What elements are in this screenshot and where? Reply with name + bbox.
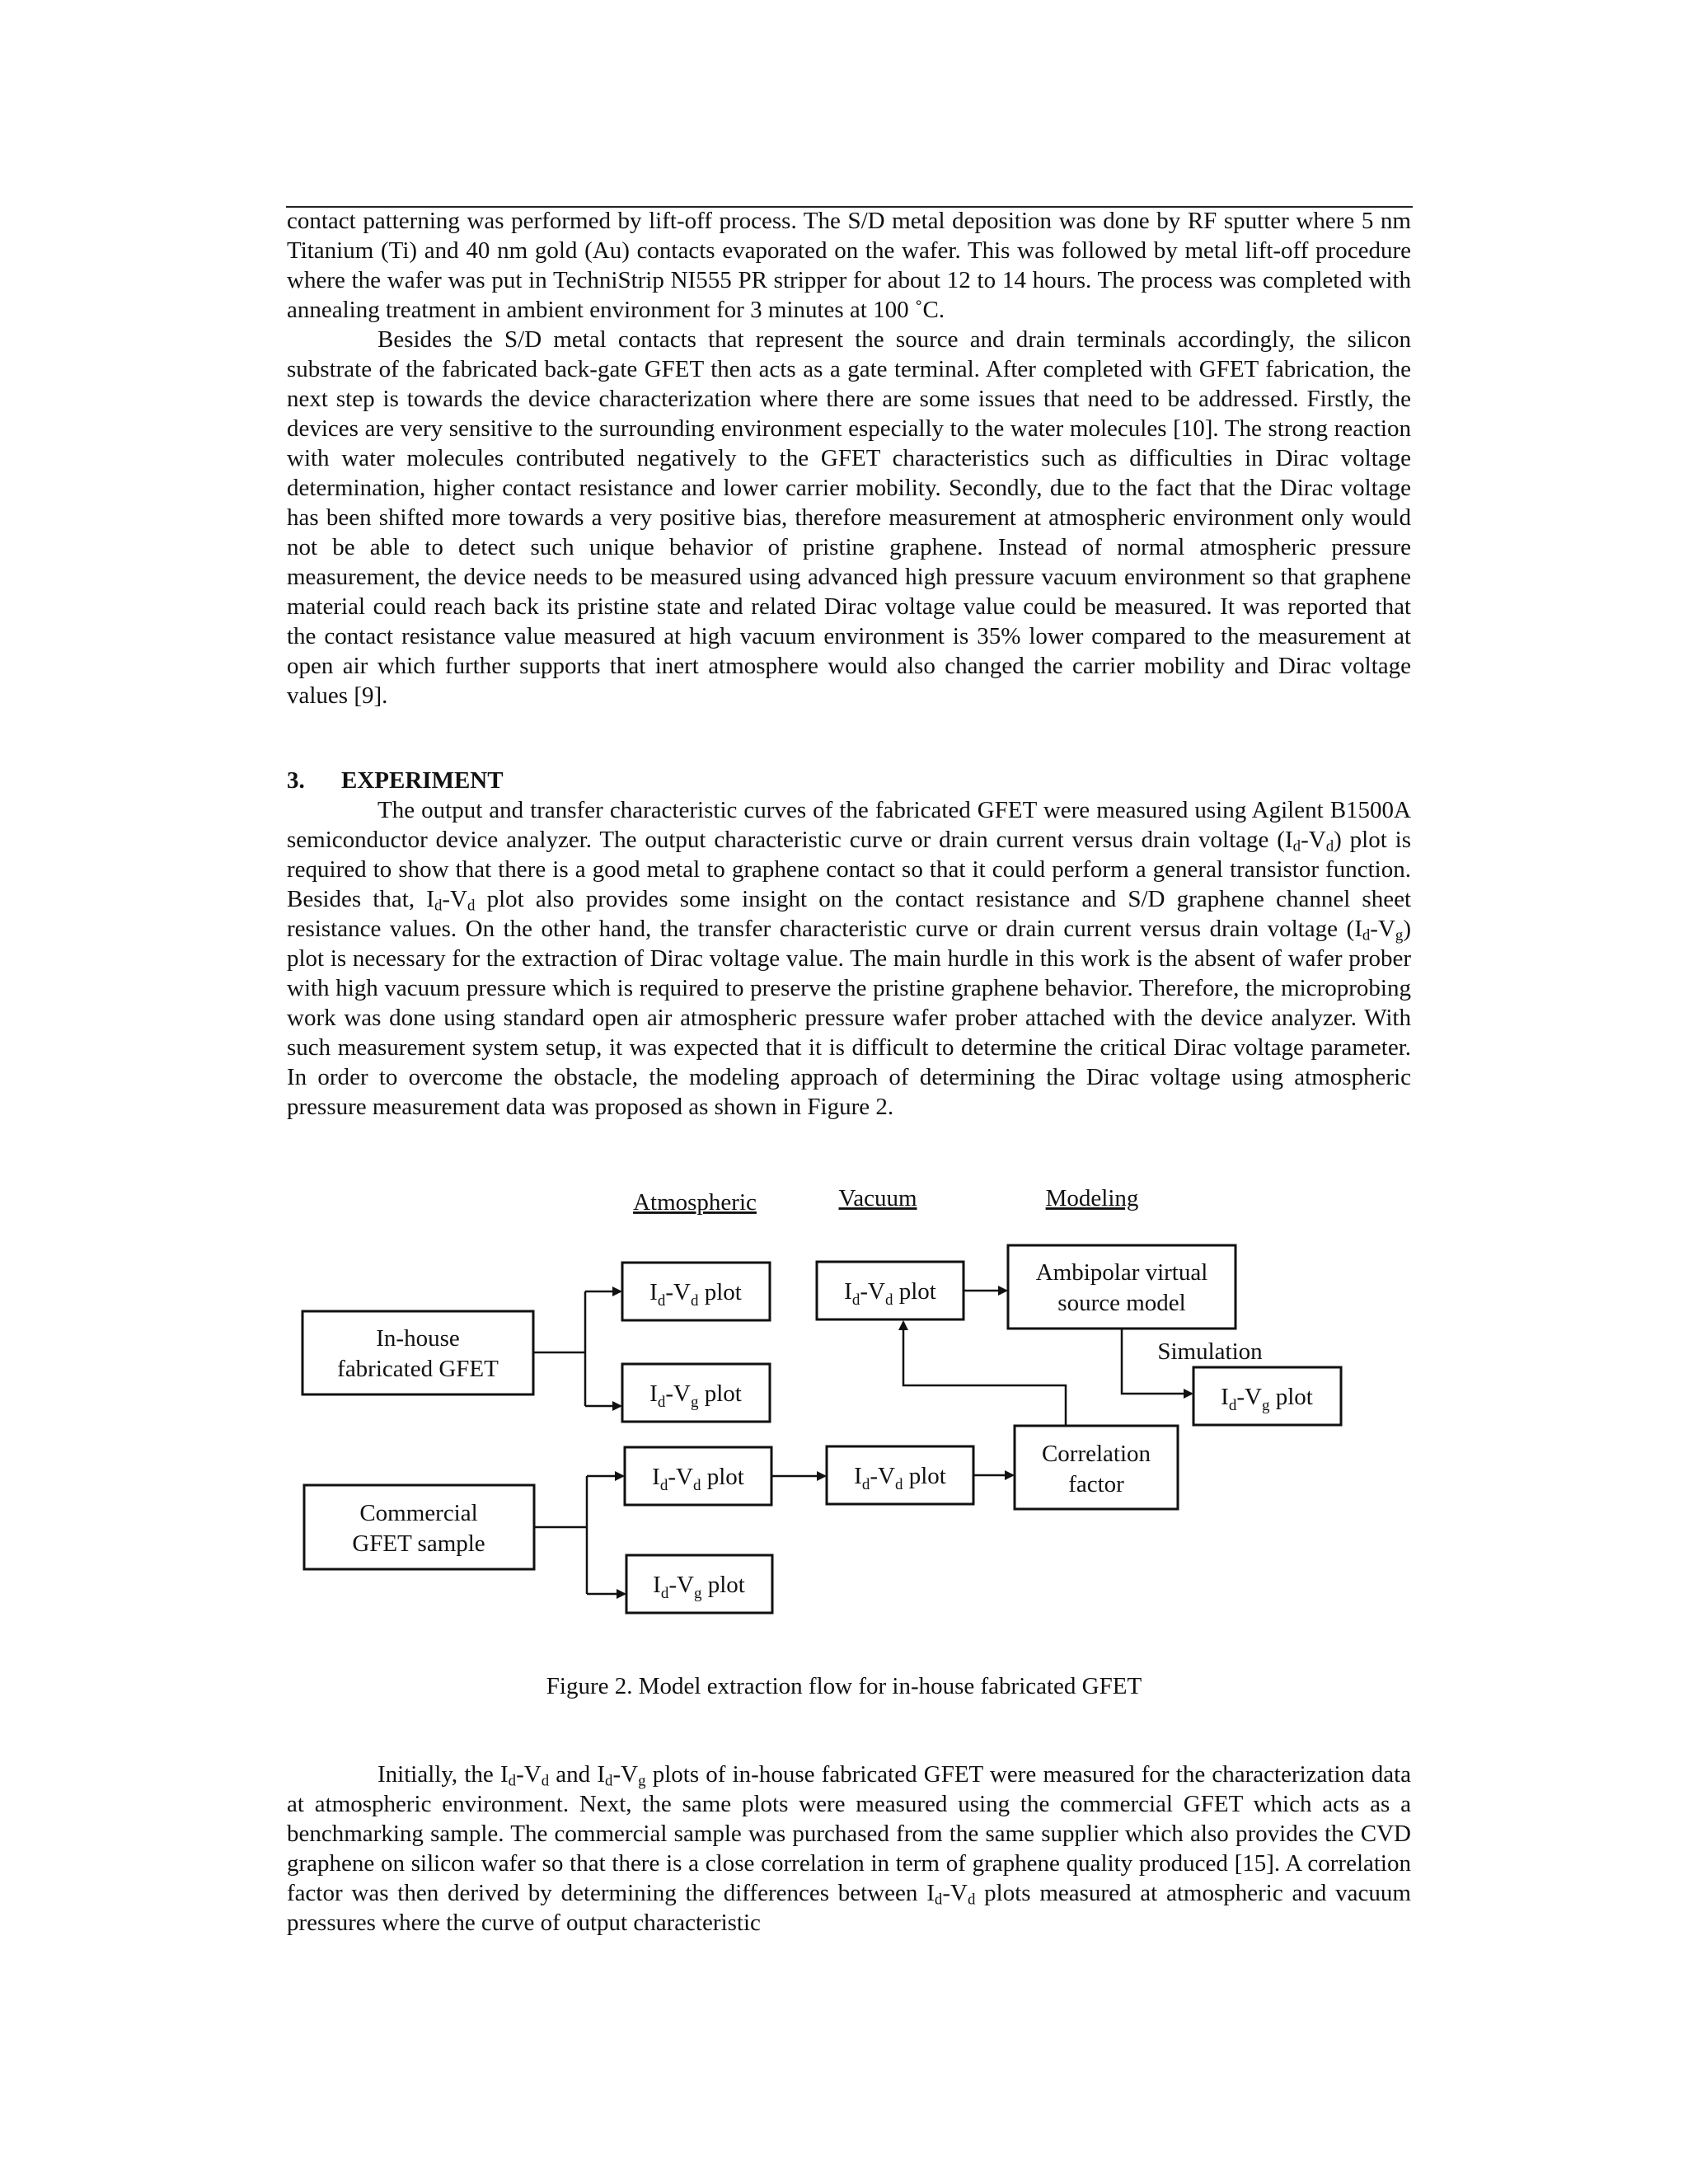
subscript-d: d — [657, 1394, 666, 1411]
subscript-d: d — [884, 1291, 893, 1309]
text-run: plots measured at atmospheric and vacuum pressures where the curve of output characteristic — [287, 1880, 1411, 1936]
text-run: The output and transfer characteristic curves of the fabricated GFET were measured using Agilent B1500A semiconductor device analyzer. The output characteristic curve or drain current versus drain voltage ( — [287, 797, 1411, 853]
subscript-d: d — [434, 897, 443, 915]
subscript-g: g — [1261, 1397, 1270, 1414]
plot-word: plot — [701, 1464, 744, 1490]
section-title: EXPERIMENT — [341, 767, 504, 794]
atmospheric-inhouse-idvd-box — [622, 1263, 770, 1320]
plot-word: plot — [1269, 1384, 1313, 1410]
inhouse-gfet-label-line2: fabricated GFET — [337, 1356, 499, 1382]
vg-symbol: V — [673, 1380, 691, 1407]
id-symbol: I — [1354, 916, 1362, 942]
vacuum-commercial-idvd-box — [827, 1446, 973, 1504]
vd-symbol: V — [868, 1278, 885, 1305]
arrow-correlation-to-vacuum-inhouse — [903, 1322, 1066, 1426]
subscript-d: d — [934, 1891, 943, 1909]
id-symbol: I — [649, 1279, 658, 1305]
subscript-d: d — [851, 1291, 860, 1309]
correlation-factor-label-line1: Correlation — [1041, 1441, 1151, 1467]
vd-symbol: V — [676, 1464, 693, 1490]
column-heading-vacuum: Vacuum — [838, 1185, 917, 1212]
vd-symbol: V — [1308, 827, 1326, 853]
vg-symbol: V — [1377, 916, 1395, 942]
correlation-factor-label-line2: factor — [1068, 1471, 1124, 1497]
plot-word: plot — [698, 1279, 742, 1305]
dash-symbol: - — [612, 1761, 621, 1788]
subscript-g: g — [638, 1772, 646, 1790]
vd-symbol: V — [450, 886, 467, 912]
section-number: 3. — [287, 767, 305, 794]
subscript-d: d — [1228, 1397, 1237, 1414]
subscript-g: g — [693, 1585, 702, 1602]
dash-symbol: - — [1301, 827, 1309, 853]
id-symbol: I — [597, 1761, 606, 1788]
plot-word: plot — [698, 1380, 742, 1407]
id-symbol: I — [652, 1464, 660, 1490]
ambipolar-model-label-line2: source model — [1057, 1290, 1186, 1316]
commercial-gfet-label-line2: GFET sample — [352, 1530, 485, 1557]
simulated-idvg-box — [1193, 1367, 1341, 1425]
subscript-d: d — [659, 1477, 668, 1494]
dash-symbol: - — [1236, 1384, 1245, 1410]
vacuum-inhouse-idvd-box — [817, 1262, 964, 1319]
column-heading-atmospheric: Atmospheric — [633, 1189, 757, 1216]
dash-symbol: - — [1370, 916, 1378, 942]
id-symbol: I — [854, 1463, 862, 1489]
dash-symbol: - — [942, 1880, 950, 1906]
subscript-d: d — [692, 1477, 701, 1494]
paragraph-initially — [287, 1760, 1411, 1938]
atmospheric-commercial-idvg-box — [626, 1555, 772, 1613]
dash-symbol: - — [665, 1279, 674, 1305]
dash-symbol: - — [870, 1463, 879, 1489]
text-run: plots of in-house fabricated GFET were measured for the characterization data at atmospheric environment. Next, the same plots were measured using the commercial GFET which acts as a benchmarking sample. The commercial sample was purchased from the same supplier which also provides the CVD graphene on silicon wafer so that there is a close correlation in term of graphene quality produced [15]. A correlation factor was then derived by determining the differences between — [287, 1761, 1411, 1906]
figure-caption: Figure 2. Model extraction flow for in-house fabricated GFET — [546, 1673, 1142, 1699]
plot-word: plot — [701, 1572, 745, 1598]
subscript-d: d — [467, 897, 476, 915]
subscript-d: d — [605, 1772, 613, 1790]
dash-symbol: - — [665, 1380, 674, 1407]
vg-symbol: V — [1245, 1384, 1262, 1410]
vg-symbol: V — [677, 1572, 694, 1598]
subscript-d: d — [690, 1292, 699, 1310]
id-symbol: I — [499, 1761, 509, 1788]
subscript-d: d — [861, 1476, 870, 1493]
id-symbol: I — [926, 1880, 935, 1906]
dash-symbol: - — [442, 886, 451, 912]
text-run: ) plot is required to show that there is a good metal to graphene contact so that it could perform a general transistor function. Besides that, — [287, 827, 1411, 912]
text-run: ) plot is necessary for the extraction of Dirac voltage value. The main hurdle in this work is the absent of wafer prober with high vacuum pressure which is required to preserve the pristine graphene behavior. Therefore, the microprobing work was done using standard open air atmospheric pressure wafer prober attached with the device analyzer. With such measurement system setup, it was expected that it is difficult to determine the critical Dirac voltage parameter. In order to overcome the obstacle, the modeling approach of determining the Dirac voltage using atmospheric pressure measurement data was proposed as shown in Figure 2. — [287, 916, 1411, 1120]
id-symbol: I — [649, 1380, 658, 1407]
vd-symbol: V — [878, 1463, 895, 1489]
paragraph-contact-patterning: contact patterning was performed by lift-off process. The S/D metal deposition was done by RF sputter where 5 nm Titanium (Ti) and 40 nm gold (Au) contacts evaporated on the wafer. This was followed by metal lift-off procedure where the wafer was put in TechniStrip NI555 PR stripper for about 12 to 14 hours. The process was completed with annealing treatment in ambient environment for 3 minutes at 100 ˚C. — [287, 208, 1411, 323]
atmospheric-inhouse-idvg-box — [622, 1364, 770, 1422]
dash-symbol: - — [860, 1278, 869, 1305]
dash-symbol: - — [668, 1464, 677, 1490]
column-heading-modeling: Modeling — [1045, 1185, 1139, 1212]
plot-word: plot — [903, 1463, 946, 1489]
subscript-d: d — [894, 1476, 903, 1493]
subscript-d: d — [1325, 837, 1334, 855]
text-run: and — [549, 1761, 598, 1788]
vd-symbol: V — [523, 1761, 542, 1788]
text-run: Initially, the — [377, 1761, 500, 1788]
id-symbol: I — [844, 1278, 852, 1305]
ambipolar-model-label-line1: Ambipolar virtual — [1035, 1259, 1208, 1286]
vd-symbol: V — [673, 1279, 691, 1305]
id-symbol: I — [1284, 827, 1293, 853]
paragraph-device-characterization: Besides the S/D metal contacts that represent the source and drain terminals accordingly, the silicon substrate of the fabricated back-gate GFET then acts as a gate terminal. After completed with GFET fabrication, the next step is towards the device characterization where there are some issues that need to be addressed. Firstly, the devices are very sensitive to the surrounding environment especially to the water molecules [10]. The strong reaction with water molecules contributed negatively to the GFET characteristics such as difficulties in Dirac voltage determination, higher contact resistance and lower carrier mobility. Secondly, due to the fact that the Dirac voltage has been shifted more towards a very positive bias, therefore measurement at atmospheric environment only would not be able to detect such unique behavior of pristine graphene. Instead of normal atmospheric pressure measurement, the device needs to be measured using advanced high pressure vacuum environment so that graphene material could reach back its pristine state and related Dirac voltage value could be measured. It was reported that the contact resistance value measured at high vacuum environment is 35% lower compared to the measurement at open air which further supports that inert atmosphere would also changed the carrier mobility and Dirac voltage values [9]. — [287, 326, 1411, 709]
id-symbol: I — [1221, 1384, 1229, 1410]
vd-symbol: V — [950, 1880, 968, 1906]
subscript-d: d — [1292, 837, 1301, 855]
dash-symbol: - — [668, 1572, 678, 1598]
subscript-g: g — [690, 1394, 699, 1411]
dash-symbol: - — [516, 1761, 524, 1788]
subscript-d: d — [967, 1891, 976, 1909]
subscript-d: d — [508, 1772, 517, 1790]
inhouse-gfet-label-line1: In-house — [376, 1325, 460, 1352]
subscript-g: g — [1395, 926, 1404, 944]
plot-word: plot — [893, 1278, 936, 1305]
atmospheric-commercial-idvd-box — [625, 1447, 771, 1505]
commercial-gfet-label-line1: Commercial — [359, 1500, 478, 1526]
subscript-d: d — [541, 1772, 550, 1790]
text-run: plot also provides some insight on the contact resistance and S/D graphene channel sheet resistance values. On the other hand, the transfer characteristic curve or drain current versus drain voltage ( — [287, 886, 1411, 942]
subscript-d: d — [657, 1292, 666, 1310]
id-symbol: I — [653, 1572, 661, 1598]
id-symbol: I — [426, 886, 434, 912]
subscript-d: d — [660, 1585, 669, 1602]
subscript-d: d — [1362, 926, 1371, 944]
simulation-label: Simulation — [1157, 1338, 1263, 1365]
vg-symbol: V — [621, 1761, 639, 1788]
